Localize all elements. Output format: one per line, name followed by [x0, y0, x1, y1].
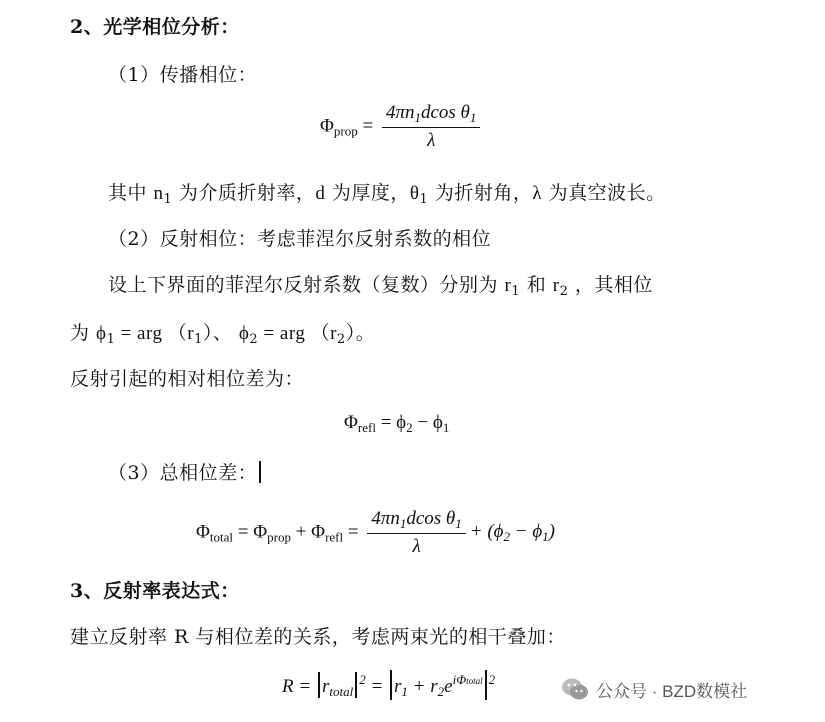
p3-eq1: = arg （r [115, 323, 195, 344]
eq1-num-b: dcos θ [420, 102, 470, 123]
eq3-p2: + Φ [290, 521, 326, 543]
eq4-e-sup-sub: total [466, 676, 483, 686]
eq2-lhs: Φ [344, 412, 358, 433]
eq1-num-sub2: 1 [469, 110, 477, 125]
eq2-lhs-sub: refl [357, 420, 376, 435]
p1-lambda: λ [532, 183, 543, 204]
eq4-plus: + r [407, 676, 438, 697]
p3-close1: ）、 [202, 322, 239, 344]
subsection-3-text: （3）总相位差： [108, 462, 258, 484]
eq3-fraction [367, 508, 465, 558]
paragraph-coherent-superposition: 建立反射率 R 与相位差的关系，考虑两束光的相干叠加： [70, 626, 566, 648]
eq1-lhs-sub: prop [333, 123, 358, 139]
text-cursor [259, 461, 261, 483]
eq4-abs-left [318, 672, 320, 698]
eq4-r: r [321, 676, 330, 697]
eq2-rhs: = ϕ [375, 412, 407, 433]
eq3-den: λ [412, 536, 421, 557]
eq1-num-sub: 1 [414, 110, 421, 125]
p2-text-a: 设上下界面的菲涅尔反射系数（复数）分别为 [108, 274, 505, 296]
p1-text-c: 为厚度， [325, 182, 410, 204]
p3-phi2-sub: 2 [249, 332, 259, 347]
paragraph-relative-phase: 反射引起的相对相位差为： [70, 368, 305, 390]
equation-reflection-phase [344, 412, 449, 434]
p2-r2: r [552, 275, 560, 296]
equation-reflectance [282, 670, 495, 700]
eq4-sq: 2 [359, 672, 366, 687]
eq3-eq: = [343, 521, 359, 543]
paragraph-variable-definitions [108, 178, 666, 205]
eq3-tail: + (ϕ [469, 521, 504, 543]
watermark [560, 674, 747, 704]
eq4-e-sup: iΦ [452, 672, 467, 687]
p2-r1: r [504, 275, 512, 296]
section-2-heading: 2、光学相位分析： [70, 16, 240, 38]
eq3-t1: 1 [542, 529, 549, 545]
p3-phi1-sub: 1 [106, 332, 116, 347]
eq3-num-b: dcos θ [406, 508, 456, 529]
eq3-tmid: − ϕ [510, 521, 543, 543]
p1-text-b: 为介质折射率， [172, 182, 316, 204]
eq4-r-sub: total [329, 684, 354, 699]
eq4-r1: r [394, 676, 402, 697]
p1-n: n [153, 183, 164, 204]
eq1-fraction [382, 102, 480, 152]
p1-text-f: 为真空波长。 [542, 182, 666, 204]
p1-n-sub: 1 [163, 192, 173, 207]
eq3-num-sub2: 1 [455, 516, 462, 531]
eq4-e: e [444, 676, 453, 697]
p1-text-e: 为折射角， [428, 182, 533, 204]
p2-text-c: ，其相位 [568, 274, 653, 296]
eq4-sq2: 2 [488, 672, 496, 687]
eq4-abs-right [355, 672, 357, 698]
eq2-minus: − ϕ [412, 412, 443, 433]
eq1-eq: = [362, 115, 374, 137]
subsection-2-title: （2）反射相位：考虑菲涅尔反射系数的相位 [108, 228, 492, 250]
wechat-icon [560, 674, 590, 704]
paragraph-fresnel-coefficients [108, 270, 653, 297]
eq3-lhs: Φ [196, 521, 210, 543]
subsection-3-title [108, 458, 261, 485]
eq4-eq: = [365, 676, 389, 697]
eq3-num-sub: 1 [399, 516, 407, 531]
p1-d: d [315, 183, 326, 204]
eq1-den: λ [427, 130, 436, 151]
eq3-p2-sub: refl [325, 529, 344, 545]
p2-r2-sub: 2 [559, 284, 569, 299]
p3-close2: ）。 [345, 322, 376, 344]
p1-text-a: 其中 [108, 182, 154, 204]
p3-phi1: ϕ [96, 323, 107, 344]
eq3-p1: = Φ [233, 521, 268, 543]
eq2-sub2: 2 [406, 420, 413, 435]
p3-r1-sub: 1 [194, 332, 203, 347]
paragraph-phase-definitions [70, 318, 375, 345]
eq1-lhs: Φ [320, 115, 334, 137]
p3-r2-sub: 2 [336, 332, 346, 347]
eq3-lhs-sub: total [209, 529, 233, 545]
eq4-lhs: R = [282, 676, 316, 697]
eq1-num-a: 4πn [385, 102, 415, 123]
eq3-tclose: ) [548, 521, 555, 543]
p3-phi2: ϕ [238, 323, 250, 344]
eq4-r1-sub: 1 [401, 684, 408, 699]
eq4-r2-sub: 2 [437, 684, 445, 699]
p3-text-a: 为 [70, 322, 97, 344]
section-3-heading: 3、反射率表达式： [70, 580, 240, 602]
eq3-t2: 2 [503, 529, 511, 545]
eq3-p1-sub: prop [267, 529, 291, 545]
eq2-sub1: 1 [442, 420, 450, 435]
p2-text-b: 和 [520, 274, 553, 296]
eq4-abs2-right [485, 670, 487, 700]
watermark-text: 公众号 · BZD数模社 [596, 681, 748, 701]
p1-theta: θ [409, 183, 420, 204]
eq4-abs2-left [390, 670, 392, 700]
p2-r1-sub: 1 [511, 284, 521, 299]
subsection-1-title: （1）传播相位： [108, 64, 258, 86]
equation-propagation-phase [320, 102, 484, 152]
eq3-num-a: 4πn [371, 508, 400, 529]
p3-eq2: = arg （r [258, 323, 337, 344]
equation-total-phase [196, 508, 555, 558]
p1-theta-sub: 1 [419, 192, 429, 207]
